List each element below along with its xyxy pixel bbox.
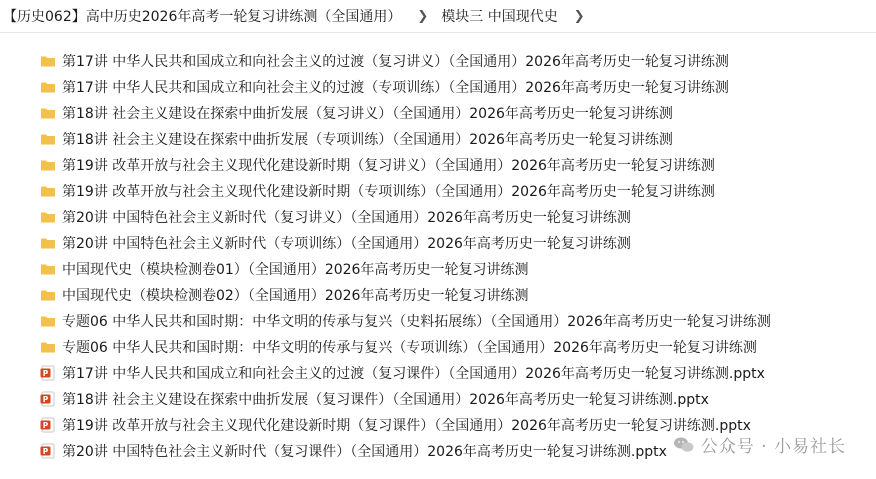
file-name: 第20讲 中国特色社会主义新时代（专项训练）（全国通用）2026年高考历史一轮复习讲练测 [62,236,631,252]
file-name: 第19讲 改革开放与社会主义现代化建设新时期（专项训练）（全国通用）2026年高考历史一轮复习讲练测 [62,184,715,200]
file-item[interactable] [40,386,870,412]
folder-item[interactable] [40,230,870,256]
file-name: 第19讲 改革开放与社会主义现代化建设新时期（复习课件）（全国通用）2026年高考历史一轮复习讲练测.pptx [62,418,751,434]
breadcrumb [0,0,876,33]
folder-item[interactable] [40,308,870,334]
file-name: 第20讲 中国特色社会主义新时代（复习课件）（全国通用）2026年高考历史一轮复习讲练测.pptx [62,444,667,460]
breadcrumb-item-module[interactable]: 模块三 中国现代史 [441,9,558,25]
folder-icon [40,53,56,69]
folder-icon [40,157,56,173]
file-name: 中国现代史（模块检测卷02）（全国通用）2026年高考历史一轮复习讲练测 [62,288,529,304]
chevron-right-icon[interactable]: ❯ [417,8,429,24]
folder-item[interactable] [40,334,870,360]
folder-item[interactable] [40,126,870,152]
file-name: 专题06 中华人民共和国时期：中华文明的传承与复兴（史料拓展练）（全国通用）2026年高考历史一轮复习讲练测 [62,314,771,330]
folder-icon [40,131,56,147]
file-item[interactable] [40,360,870,386]
folder-item[interactable] [40,178,870,204]
folder-icon [40,79,56,95]
folder-item[interactable] [40,204,870,230]
svg-text:P: P [42,394,49,404]
folder-icon [40,313,56,329]
folder-item[interactable] [40,100,870,126]
powerpoint-file-icon [40,417,56,433]
svg-text:P: P [42,420,49,430]
watermark-text: 公众号 · 小易社长 [700,437,846,457]
file-name: 第19讲 改革开放与社会主义现代化建设新时期（复习讲义）（全国通用）2026年高考历史一轮复习讲练测 [62,158,715,174]
file-list [40,48,870,464]
breadcrumb-item-root[interactable]: 【历史062】高中历史2026年高考一轮复习讲练测（全国通用） [3,9,402,25]
folder-icon [40,235,56,251]
folder-item[interactable] [40,74,870,100]
file-name: 第17讲 中华人民共和国成立和向社会主义的过渡（复习讲义）（全国通用）2026年高考历史一轮复习讲练测 [62,54,729,70]
folder-item[interactable] [40,256,870,282]
powerpoint-file-icon [40,365,56,381]
powerpoint-file-icon [40,443,56,459]
folder-icon [40,183,56,199]
wechat-icon [673,436,695,454]
file-name: 第20讲 中国特色社会主义新时代（复习讲义）（全国通用）2026年高考历史一轮复习讲练测 [62,210,631,226]
folder-icon [40,261,56,277]
svg-text:P: P [42,368,49,378]
folder-icon [40,287,56,303]
watermark [673,432,846,457]
folder-item[interactable] [40,48,870,74]
file-name: 第18讲 社会主义建设在探索中曲折发展（复习讲义）（全国通用）2026年高考历史一轮复习讲练测 [62,106,673,122]
folder-item[interactable] [40,152,870,178]
folder-item[interactable] [40,282,870,308]
folder-icon [40,209,56,225]
powerpoint-file-icon [40,391,56,407]
file-name: 第17讲 中华人民共和国成立和向社会主义的过渡（复习课件）（全国通用）2026年高考历史一轮复习讲练测.pptx [62,366,765,382]
file-name: 中国现代史（模块检测卷01）（全国通用）2026年高考历史一轮复习讲练测 [62,262,529,278]
chevron-right-icon[interactable]: ❯ [573,8,585,24]
file-name: 第18讲 社会主义建设在探索中曲折发展（复习课件）（全国通用）2026年高考历史一轮复习讲练测.pptx [62,392,709,408]
folder-icon [40,105,56,121]
file-name: 第17讲 中华人民共和国成立和向社会主义的过渡（专项训练）（全国通用）2026年高考历史一轮复习讲练测 [62,80,729,96]
folder-icon [40,339,56,355]
svg-text:P: P [42,446,49,456]
file-name: 专题06 中华人民共和国时期：中华文明的传承与复兴（专项训练）（全国通用）2026年高考历史一轮复习讲练测 [62,340,757,356]
file-name: 第18讲 社会主义建设在探索中曲折发展（专项训练）（全国通用）2026年高考历史一轮复习讲练测 [62,132,673,148]
